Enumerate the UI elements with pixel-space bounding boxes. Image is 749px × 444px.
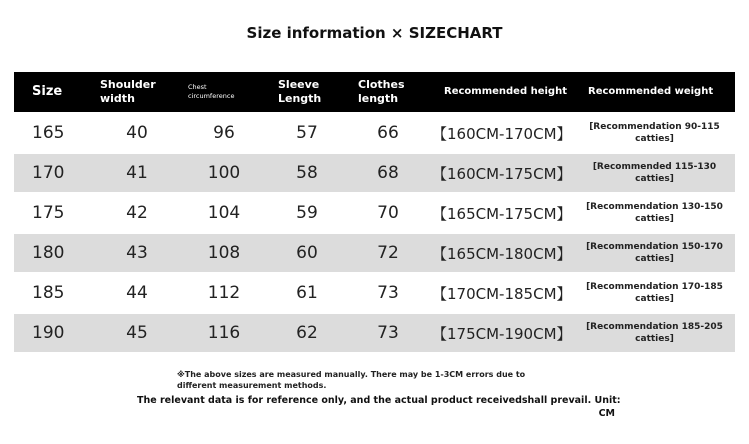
cell-chest: 108 <box>207 243 241 263</box>
cell-shoulder: 45 <box>126 323 148 343</box>
cell-shoulder: 43 <box>126 243 148 263</box>
size-table <box>14 72 735 354</box>
cell-weight <box>574 321 735 345</box>
table-row <box>14 114 735 152</box>
cell-shoulder: 41 <box>126 163 148 183</box>
header-clothes-line2: length <box>358 92 399 105</box>
cell-weight <box>574 281 735 305</box>
cell-clothes: 73 <box>377 323 399 343</box>
header-sleeve <box>266 78 348 106</box>
table-header-row <box>14 72 735 112</box>
cell-weight-line1: [Recommendation 90-115 <box>589 122 720 132</box>
page-title: Size information × SIZECHART <box>246 24 503 42</box>
cell-height: 【160CM-175CM】 <box>432 164 572 183</box>
cell-size: 185 <box>32 283 65 303</box>
cell-size: 180 <box>32 243 65 263</box>
cell-size: 165 <box>32 123 65 143</box>
header-shoulder <box>92 78 182 106</box>
note-unit: CM <box>598 408 615 419</box>
cell-weight-line2: catties] <box>635 214 674 224</box>
header-size: Size <box>32 84 63 99</box>
cell-weight-line1: [Recommendation 185-205 <box>586 322 723 332</box>
note-line2: different measurement methods. <box>177 381 327 390</box>
cell-weight-line2: catties] <box>635 174 674 184</box>
cell-chest: 112 <box>207 283 241 303</box>
cell-sleeve: 59 <box>296 203 318 223</box>
cell-chest: 116 <box>207 323 241 343</box>
table-row <box>14 194 735 232</box>
cell-weight-line1: [Recommendation 150-170 <box>586 242 723 252</box>
cell-weight-line1: [Recommended 115-130 <box>592 162 717 172</box>
header-chest-line1: Chest <box>188 83 207 91</box>
cell-sleeve: 60 <box>296 243 318 263</box>
cell-sleeve: 57 <box>296 123 318 143</box>
cell-weight-line2: catties] <box>635 334 674 344</box>
header-weight: Recommended weight <box>588 86 714 97</box>
header-height: Recommended height <box>444 86 567 97</box>
cell-clothes: 72 <box>377 243 399 263</box>
cell-height: 【160CM-170CM】 <box>432 124 572 143</box>
header-chest <box>182 83 266 101</box>
cell-weight-line1: [Recommendation 170-185 <box>586 282 723 292</box>
table-row <box>14 154 735 192</box>
table-row <box>14 314 735 352</box>
cell-size: 190 <box>32 323 65 343</box>
cell-size: 175 <box>32 203 65 223</box>
reference-note <box>137 394 627 420</box>
header-chest-line2: circumference <box>188 92 235 100</box>
header-clothes-line1: Clothes <box>358 78 405 91</box>
cell-height: 【170CM-185CM】 <box>432 284 572 303</box>
table-row <box>14 274 735 312</box>
cell-clothes: 70 <box>377 203 399 223</box>
cell-chest: 104 <box>207 203 241 223</box>
cell-height: 【165CM-180CM】 <box>432 244 572 263</box>
cell-sleeve: 58 <box>296 163 318 183</box>
header-sleeve-line2: Length <box>278 92 322 105</box>
cell-shoulder: 40 <box>126 123 148 143</box>
cell-weight-line2: catties] <box>635 254 674 264</box>
cell-shoulder: 42 <box>126 203 148 223</box>
cell-height: 【165CM-175CM】 <box>432 204 572 223</box>
cell-sleeve: 62 <box>296 323 318 343</box>
header-shoulder-line1: Shoulder <box>100 78 156 91</box>
cell-sleeve: 61 <box>296 283 318 303</box>
measurement-note <box>177 369 557 391</box>
table-row <box>14 234 735 272</box>
cell-weight <box>574 121 735 145</box>
note-line3: The relevant data is for reference only, and the actual product receivedshall prevail. Unit: <box>137 395 621 406</box>
cell-size: 170 <box>32 163 65 183</box>
note-line1: ※The above sizes are measured manually. There may be 1-3CM errors due to <box>177 370 526 379</box>
cell-shoulder: 44 <box>126 283 148 303</box>
cell-weight-line2: catties] <box>635 134 674 144</box>
header-clothes <box>348 78 428 106</box>
header-shoulder-line2: width <box>100 92 135 105</box>
cell-clothes: 66 <box>377 123 399 143</box>
cell-weight <box>574 241 735 265</box>
cell-clothes: 73 <box>377 283 399 303</box>
header-sleeve-line1: Sleeve <box>278 78 320 91</box>
cell-weight <box>574 201 735 225</box>
cell-chest: 96 <box>213 123 235 143</box>
cell-chest: 100 <box>207 163 241 183</box>
cell-height: 【175CM-190CM】 <box>432 324 572 343</box>
cell-clothes: 68 <box>377 163 399 183</box>
cell-weight-line2: catties] <box>635 294 674 304</box>
cell-weight-line1: [Recommendation 130-150 <box>586 202 723 212</box>
cell-weight <box>574 161 735 185</box>
